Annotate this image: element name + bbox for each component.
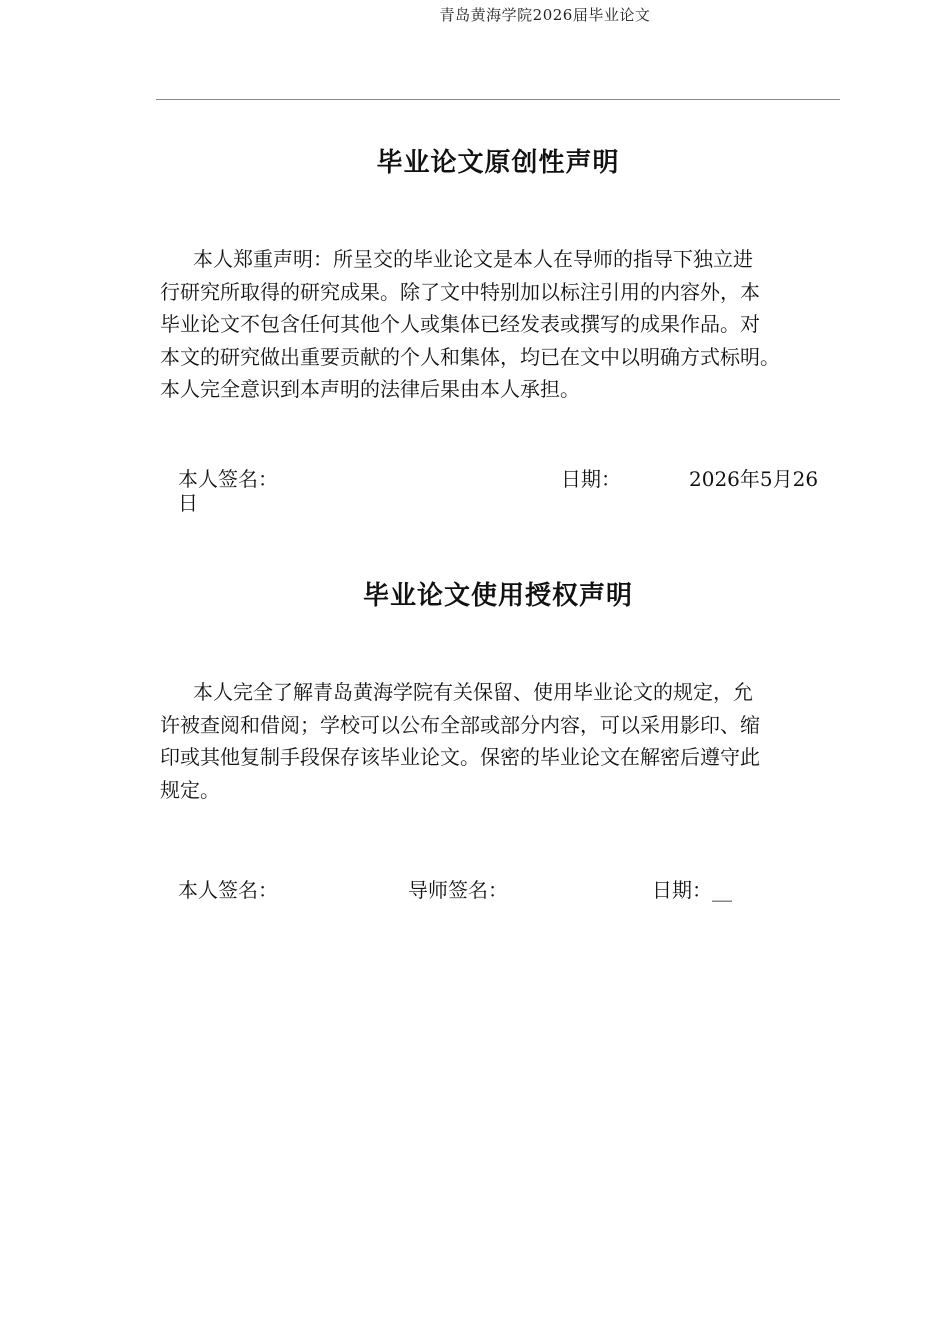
running-header: 青岛黄海学院2026届毕业论文 [439,6,651,24]
authorization-signature-label: 本人签名： [178,878,278,902]
originality-date-label: 日期： [561,467,621,491]
authorization-advisor-label: 导师签名： [408,878,508,902]
authorization-date-label [652,878,732,902]
authorization-statement: 本人完全了解青岛黄海学院有关保留、使用毕业论文的规定，允 许被查阅和借阅；学校可以公布全部或部分内容，可以采用影印、缩 印或其他复制手段保存该毕业论文。保密的毕业论文在解密后遵守此 规定。 [160,680,760,802]
authorization-title: 毕业论文使用授权声明 [362,581,633,611]
originality-signature-label: 本人签名： [178,467,278,491]
originality-statement: 本人郑重声明：所呈交的毕业论文是本人在导师的指导下独立进 行研究所取得的研究成果。除了文中特别加以标注引用的内容外，本 毕业论文不包含任何其他个人或集体已经发表或撰写的成果作品。对 本文的研究做出重要贡献的个人和集体，均已在文中以明确方式标明。 本人完全意识到本声明的法律后果由本人承担。 [160,247,780,401]
authorization-date-label-text: 日期： [652,878,712,902]
header-rule [156,99,840,100]
originality-title: 毕业论文原创性声明 [376,148,620,178]
authorization-date-blank: __ [712,878,732,902]
originality-date-value: 2026年5月26 [689,467,819,491]
originality-date-wrap: 日 [178,491,198,515]
